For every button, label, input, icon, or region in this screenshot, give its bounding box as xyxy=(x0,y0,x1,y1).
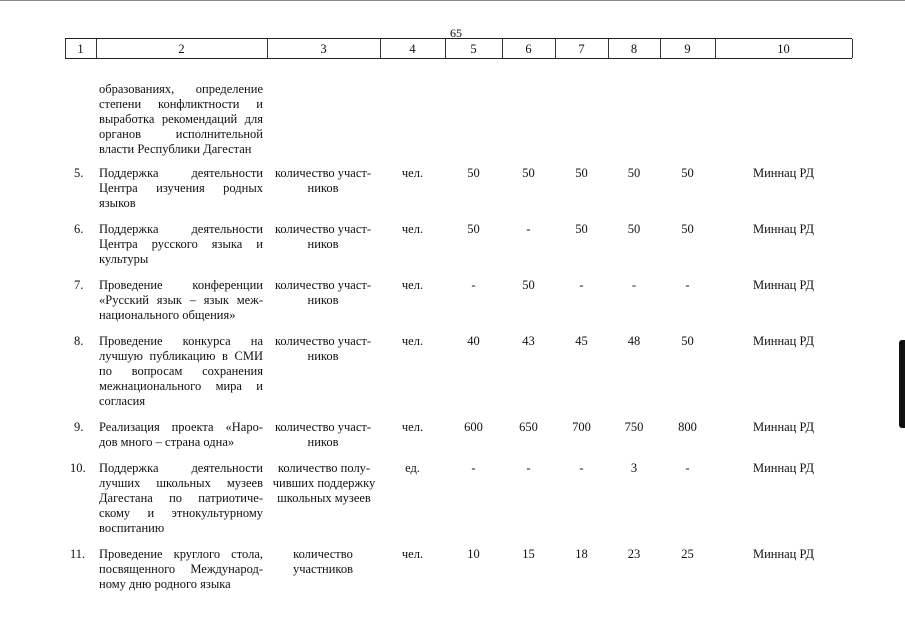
header-bottom-rule xyxy=(65,58,852,59)
row-number: 6. xyxy=(74,222,84,236)
row-unit: чел. xyxy=(401,222,424,236)
row-value-6: 650 xyxy=(519,420,538,434)
col-num-9: 9 xyxy=(684,42,691,56)
row-value-9: 800 xyxy=(678,420,697,434)
row-value-7: 50 xyxy=(575,166,588,180)
row-value-8: 50 xyxy=(627,166,641,180)
row-executor: Миннац РД xyxy=(752,420,815,434)
row-description: Проведение конференции «Русский язык – язык меж-национального общения» xyxy=(99,278,263,322)
row-value-8: 23 xyxy=(627,547,641,561)
row-value-5: 50 xyxy=(467,222,480,236)
col-num-4: 4 xyxy=(409,42,416,56)
row-value-5: 40 xyxy=(467,334,480,348)
col-num-7: 7 xyxy=(578,42,585,56)
row-value-8: - xyxy=(631,278,637,292)
col-num-8: 8 xyxy=(630,42,638,56)
row-number: 10. xyxy=(70,461,86,475)
row-value-7: 50 xyxy=(575,222,588,236)
row-executor: Миннац РД xyxy=(752,222,815,236)
row-unit: чел. xyxy=(401,166,424,180)
row-value-7: - xyxy=(579,278,584,292)
row-number: 8. xyxy=(74,334,84,348)
row-number: 9. xyxy=(74,420,84,434)
row-value-5: 50 xyxy=(467,166,480,180)
row-description: Проведение конкурса на лучшую публикацию в СМИ по вопросам сохранения межнационального мира и согласия xyxy=(99,334,263,408)
row-value-7: 700 xyxy=(572,420,591,434)
row-value-7: 18 xyxy=(575,547,588,561)
row-number: 11. xyxy=(70,547,86,561)
row-indicator: количество участ- ников xyxy=(274,222,372,251)
col-num-1: 1 xyxy=(77,42,84,56)
row-value-7: - xyxy=(579,461,584,475)
col-num-2: 2 xyxy=(178,42,185,56)
row-value-9: - xyxy=(685,278,690,292)
row-indicator: количество участ- ников xyxy=(274,334,372,363)
row-indicator: количество участ- ников xyxy=(274,420,372,449)
row-unit: чел. xyxy=(401,278,424,292)
row-value-9: 50 xyxy=(681,166,694,180)
row-description: Поддержка деятельности Центра русского языка и культуры xyxy=(99,222,263,266)
row-executor: Миннац РД xyxy=(752,461,815,475)
row-description: Проведение круглого стола, посвященного Международ-ному дню родного языка xyxy=(99,547,263,591)
row-unit: чел. xyxy=(401,334,424,348)
row-value-8: 48 xyxy=(627,334,641,348)
row-unit: чел. xyxy=(401,547,424,561)
row-value-9: - xyxy=(685,461,690,475)
page-number: 65 xyxy=(450,26,462,40)
row-value-5: 600 xyxy=(464,420,483,434)
scan-edge-mark xyxy=(899,340,905,428)
row-value-8: 750 xyxy=(624,420,644,434)
row-indicator: количество участ- ников xyxy=(274,166,372,195)
row-value-6: - xyxy=(526,222,531,236)
row-value-8: 50 xyxy=(627,222,641,236)
col-num-10: 10 xyxy=(777,42,790,56)
row-number: 5. xyxy=(74,166,84,180)
row-value-9: 50 xyxy=(681,334,694,348)
row-value-6: 43 xyxy=(522,334,535,348)
row-value-7: 45 xyxy=(575,334,588,348)
row-executor: Миннац РД xyxy=(752,278,815,292)
row-unit: ед. xyxy=(405,461,420,475)
col-num-3: 3 xyxy=(320,42,327,56)
row-description: Поддержка деятельности Центра изучения родных языков xyxy=(99,166,263,210)
continuation-text: образованиях, определение степени конфликтности и выработка рекомендаций для органов исполнительной власти Республики Дагестан xyxy=(99,82,263,156)
row-value-9: 50 xyxy=(681,222,694,236)
row-description: Реализация проекта «Наро-дов много – страна одна» xyxy=(99,420,263,449)
row-executor: Миннац РД xyxy=(752,166,815,180)
row-value-6: 15 xyxy=(522,547,535,561)
row-value-6: 50 xyxy=(522,166,535,180)
row-unit: чел. xyxy=(401,420,424,434)
row-value-5: - xyxy=(471,461,476,475)
row-indicator: количество участников xyxy=(292,547,354,576)
row-executor: Миннац РД xyxy=(752,334,815,348)
row-indicator: количество полу- чивших поддержку школьных музеев xyxy=(272,461,376,505)
row-value-6: 50 xyxy=(522,278,535,292)
row-value-6: - xyxy=(526,461,531,475)
col-num-5: 5 xyxy=(470,42,477,56)
row-value-8: 3 xyxy=(630,461,638,475)
row-value-5: - xyxy=(471,278,476,292)
row-executor: Миннац РД xyxy=(752,547,815,561)
row-value-5: 10 xyxy=(467,547,480,561)
row-indicator: количество участ- ников xyxy=(274,278,372,307)
row-number: 7. xyxy=(74,278,84,292)
scan-top-edge xyxy=(0,0,905,1)
header-top-rule xyxy=(65,38,852,39)
row-value-9: 25 xyxy=(681,547,694,561)
row-description: Поддержка деятельности лучших школьных музеев Дагестана по патриотиче-скому и этнокультурному воспитанию xyxy=(99,461,263,535)
col-num-6: 6 xyxy=(525,42,532,56)
